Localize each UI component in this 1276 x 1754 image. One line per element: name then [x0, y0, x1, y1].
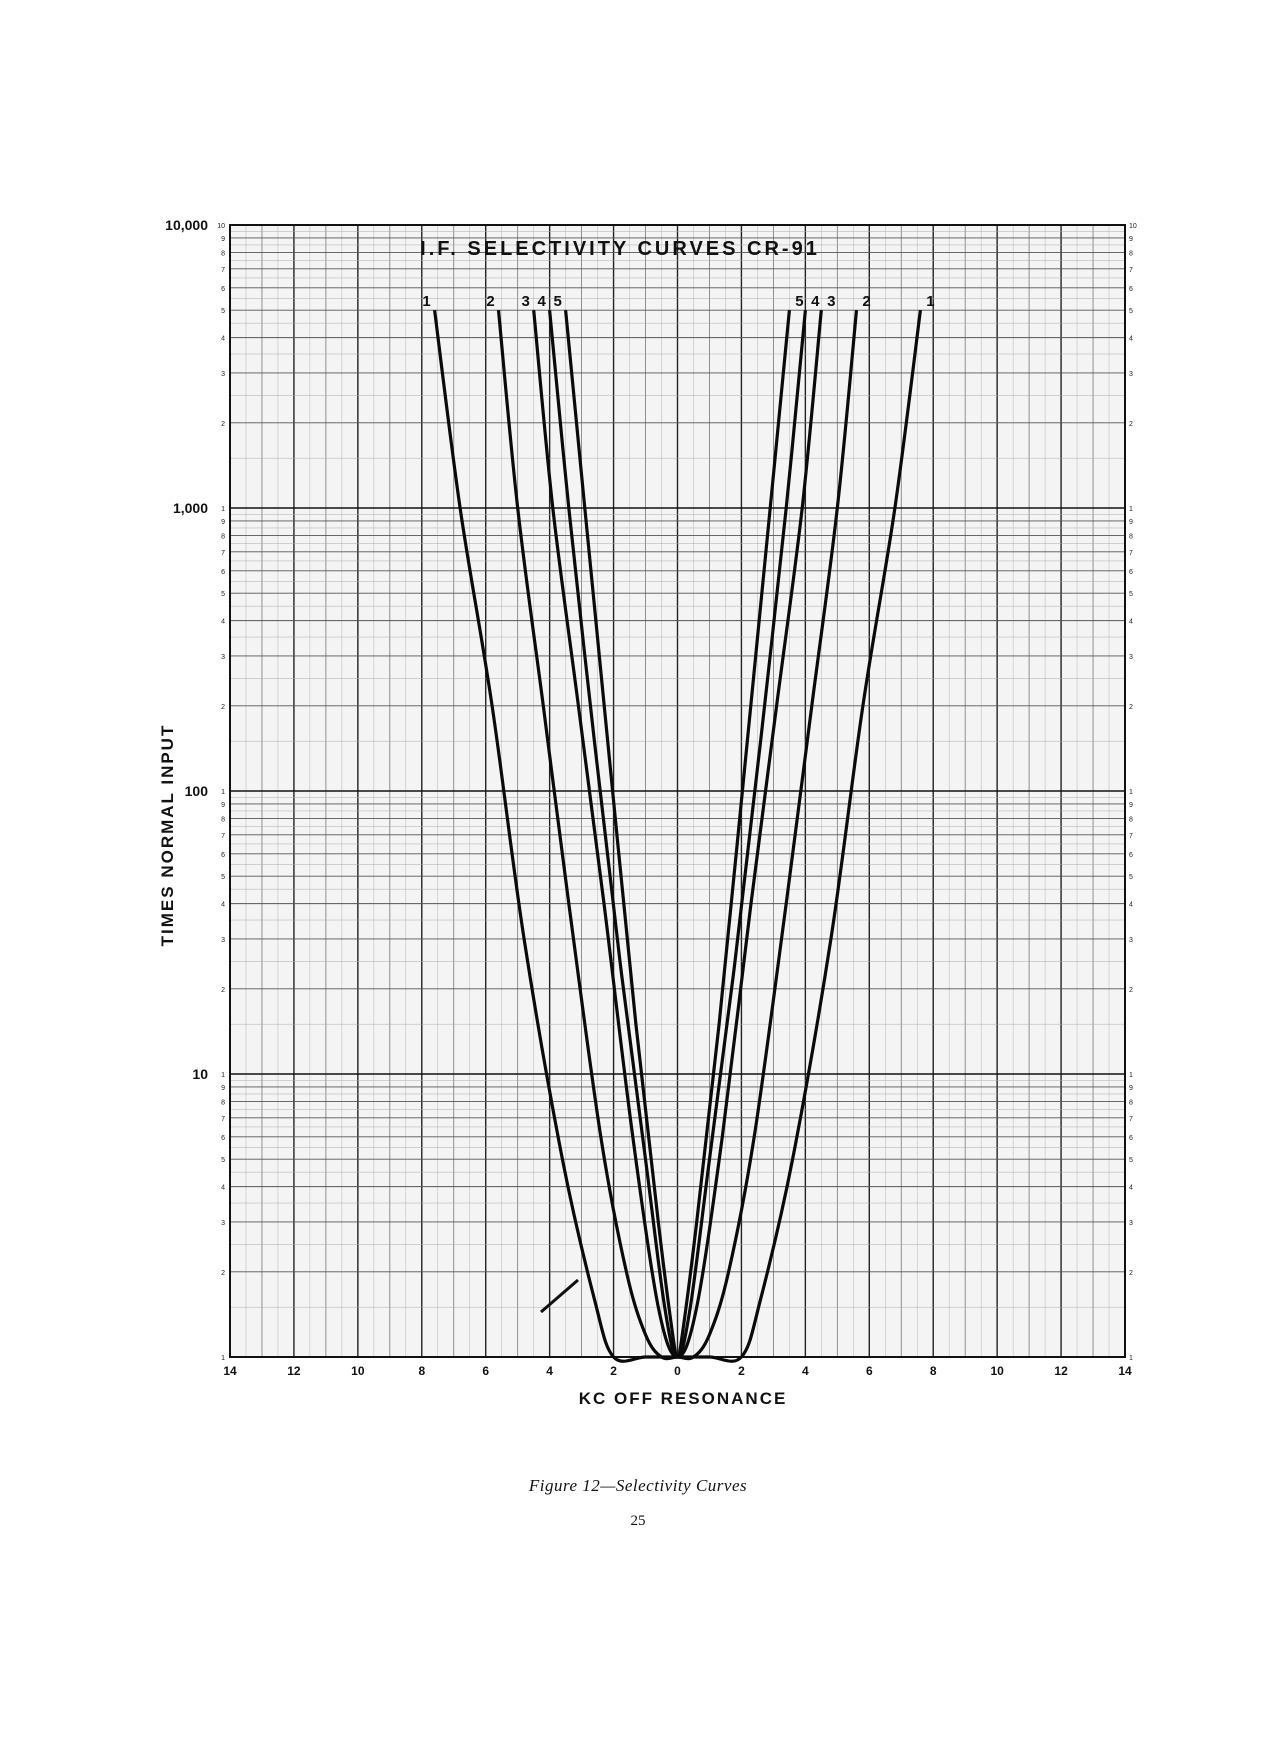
cycle-digit-right: 8: [1129, 250, 1133, 258]
cycle-digit-right: 4: [1129, 335, 1133, 343]
cycle-digit-right: 2: [1129, 986, 1133, 994]
cycle-digit-right: 10: [1129, 223, 1137, 230]
cycle-digit-right: 8: [1129, 533, 1133, 541]
cycle-digit-right: 7: [1129, 832, 1133, 840]
x-tick-label: 14: [1118, 1364, 1132, 1378]
curve-label-4: 4: [537, 293, 546, 311]
curve-label-3: 3: [521, 293, 530, 311]
cycle-digit-right: 9: [1129, 1084, 1133, 1092]
cycle-digit-right: 3: [1129, 653, 1133, 661]
x-tick-label: 6: [865, 1364, 873, 1378]
cycle-digit-right: 9: [1129, 518, 1133, 526]
cycle-digit-right: 9: [1129, 801, 1133, 809]
cycle-digit-left: 2: [221, 1269, 225, 1277]
cycle-digit-right: 6: [1129, 285, 1133, 293]
x-tick-label: 14: [223, 1364, 237, 1378]
x-tick-label: 8: [418, 1364, 426, 1378]
cycle-digit-left: 5: [221, 1157, 225, 1165]
grid: [230, 225, 1125, 1357]
figure-caption: Figure 12—Selectivity Curves: [528, 1476, 748, 1495]
y-axis-label: TIMES NORMAL INPUT: [158, 723, 177, 947]
cycle-digit-left: 10: [217, 223, 225, 230]
cycle-digit-right: 7: [1129, 549, 1133, 557]
cycle-digit-left: 4: [221, 1184, 225, 1192]
cycle-digit-left: 7: [221, 832, 225, 840]
cycle-digit-left: 1: [221, 1355, 225, 1362]
cycle-digit-right: 1: [1129, 1355, 1133, 1362]
x-tick-label: 6: [482, 1364, 490, 1378]
cycle-digit-right: 1: [1129, 1072, 1133, 1079]
curve-label-2: 2: [486, 293, 495, 311]
x-tick-label: 0: [674, 1364, 681, 1378]
cycle-digit-left: 7: [221, 266, 225, 274]
curve-label-5: 5: [795, 293, 804, 311]
cycle-digit-left: 3: [221, 370, 225, 378]
x-tick-label: 2: [610, 1364, 617, 1378]
cycle-digit-right: 8: [1129, 1099, 1133, 1107]
x-tick-label: 12: [1054, 1364, 1068, 1378]
cycle-digit-left: 1: [221, 506, 225, 513]
x-tick-label: 4: [802, 1364, 809, 1378]
cycle-digit-right: 5: [1129, 1157, 1133, 1165]
x-tick-label: 4: [546, 1364, 553, 1378]
cycle-digit-left: 6: [221, 1134, 225, 1142]
cycle-digit-right: 6: [1129, 568, 1133, 576]
cycle-digit-left: 3: [221, 1219, 225, 1227]
x-tick-label: 8: [929, 1364, 937, 1378]
cycle-digit-left: 5: [221, 308, 225, 316]
cycle-digit-left: 9: [221, 518, 225, 526]
cycle-digit-right: 4: [1129, 618, 1133, 626]
y-tick-label: 10: [192, 1066, 208, 1082]
x-axis-label: KC OFF RESONANCE: [578, 1389, 788, 1408]
y-tick-label: 1,000: [172, 500, 208, 516]
cycle-digit-left: 6: [221, 285, 225, 293]
cycle-digit-right: 6: [1129, 851, 1133, 859]
curve-label-4: 4: [811, 293, 820, 311]
cycle-digit-left: 1: [221, 1072, 225, 1079]
curve-label-5: 5: [553, 293, 562, 311]
cycle-digit-left: 6: [221, 568, 225, 576]
cycle-digit-right: 6: [1129, 1134, 1133, 1142]
cycle-digit-right: 4: [1129, 1184, 1133, 1192]
cycle-digit-left: 8: [221, 816, 225, 824]
cycle-digit-right: 2: [1129, 703, 1133, 711]
cycle-digit-left: 2: [221, 703, 225, 711]
cycle-digit-right: 2: [1129, 1269, 1133, 1277]
cycle-digit-left: 4: [221, 335, 225, 343]
cycle-digit-left: 3: [221, 653, 225, 661]
cycle-digit-right: 4: [1129, 901, 1133, 909]
cycle-digit-right: 5: [1129, 591, 1133, 599]
curve-label-1: 1: [926, 293, 935, 311]
cycle-digit-right: 7: [1129, 1115, 1133, 1123]
curve-label-2: 2: [862, 293, 871, 311]
cycle-digit-left: 3: [221, 936, 225, 944]
cycle-digit-left: 2: [221, 986, 225, 994]
cycle-digit-left: 5: [221, 591, 225, 599]
cycle-digit-right: 5: [1129, 874, 1133, 882]
cycle-digit-left: 7: [221, 549, 225, 557]
cycle-digit-left: 4: [221, 618, 225, 626]
cycle-digit-right: 7: [1129, 266, 1133, 274]
cycle-digit-right: 3: [1129, 370, 1133, 378]
cycle-digit-left: 8: [221, 250, 225, 258]
x-tick-label: 12: [287, 1364, 301, 1378]
cycle-digit-left: 9: [221, 1084, 225, 1092]
x-tick-label: 2: [738, 1364, 745, 1378]
y-tick-label: 100: [184, 783, 208, 799]
x-tick-label: 10: [351, 1364, 365, 1378]
y-tick-label: 10,000: [165, 217, 208, 233]
cycle-digit-right: 9: [1129, 235, 1133, 243]
cycle-digit-left: 8: [221, 1099, 225, 1107]
cycle-digit-right: 3: [1129, 936, 1133, 944]
cycle-digit-left: 4: [221, 901, 225, 909]
cycle-digit-right: 1: [1129, 789, 1133, 796]
cycle-digit-left: 9: [221, 235, 225, 243]
cycle-digit-left: 5: [221, 874, 225, 882]
cycle-digit-right: 8: [1129, 816, 1133, 824]
cycle-digit-left: 9: [221, 801, 225, 809]
cycle-digit-left: 6: [221, 851, 225, 859]
cycle-digit-right: 5: [1129, 308, 1133, 316]
chart-title: I.F. SELECTIVITY CURVES CR-91: [420, 238, 820, 260]
cycle-digit-right: 1: [1129, 506, 1133, 513]
page-number: 25: [630, 1513, 646, 1529]
cycle-digit-left: 7: [221, 1115, 225, 1123]
cycle-digit-left: 1: [221, 789, 225, 796]
cycle-digit-left: 8: [221, 533, 225, 541]
x-tick-label: 10: [990, 1364, 1004, 1378]
curve-label-3: 3: [827, 293, 836, 311]
cycle-digit-left: 2: [221, 420, 225, 428]
cycle-digit-right: 3: [1129, 1219, 1133, 1227]
curve-label-1: 1: [422, 293, 431, 311]
cycle-digit-right: 2: [1129, 420, 1133, 428]
